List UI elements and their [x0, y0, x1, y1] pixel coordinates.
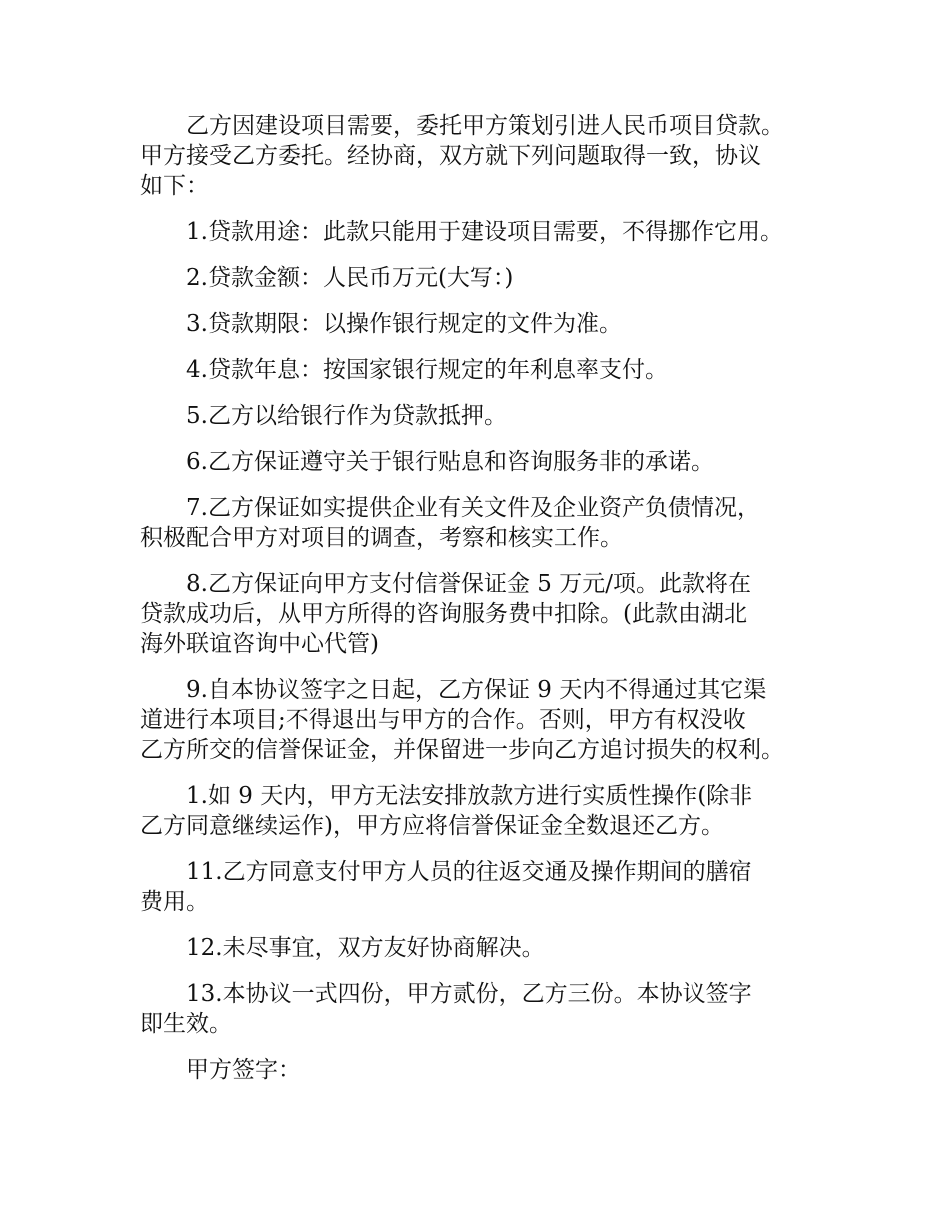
paragraph-intro — [140, 111, 830, 201]
clause-11-expenses — [140, 857, 830, 917]
text-line: 13.本协议一式四份，甲方贰份，乙方三份。本协议签字 — [186, 981, 752, 1007]
text-line: 积极配合甲方对项目的调查，考察和核实工作。 — [140, 525, 623, 551]
clause-9-exclusivity — [140, 675, 830, 765]
text-line: 1.如 9 天内，甲方无法安排放款方进行实质性操作(除非 — [186, 783, 753, 809]
text-line: 5.乙方以给银行作为贷款抵押。 — [186, 403, 507, 429]
clause-13-copies — [140, 979, 830, 1039]
text-line: 12.未尽事宜，双方友好协商解决。 — [186, 935, 545, 961]
text-line: 8.乙方保证向甲方支付信誉保证金 5 万元/项。此款将在 — [186, 571, 751, 597]
text-line: 1.贷款用途：此款只能用于建设项目需要，不得挪作它用。 — [186, 219, 783, 245]
text-line: 3.贷款期限：以操作银行规定的文件为准。 — [186, 311, 622, 337]
clause-2-loan-amount — [140, 263, 830, 293]
text-line: 海外联谊咨询中心代管) — [140, 631, 379, 657]
text-line: 11.乙方同意支付甲方人员的往返交通及操作期间的膳宿 — [186, 859, 752, 885]
text-line: 9.自本协议签字之日起，乙方保证 9 天内不得通过其它渠 — [186, 677, 767, 703]
clause-3-loan-term — [140, 309, 830, 339]
text-line: 6.乙方保证遵守关于银行贴息和咨询服务非的承诺。 — [186, 449, 714, 475]
clause-8-deposit — [140, 569, 830, 659]
document-body — [140, 111, 830, 1101]
text-line: 即生效。 — [140, 1011, 232, 1037]
text-line: 甲方签字： — [186, 1057, 301, 1083]
text-line: 乙方所交的信誉保证金，并保留进一步向乙方追讨损失的权利。 — [140, 737, 784, 763]
text-line: 甲方接受乙方委托。经协商，双方就下列问题取得一致，协议 — [140, 143, 761, 169]
party-a-signature-label — [140, 1055, 830, 1085]
clause-10-refund — [140, 781, 830, 841]
text-line: 道进行本项目;不得退出与甲方的合作。否则，甲方有权没收 — [140, 707, 746, 733]
clause-6-commitment — [140, 447, 830, 477]
clause-7-documents — [140, 493, 830, 553]
text-line: 7.乙方保证如实提供企业有关文件及企业资产负债情况， — [186, 495, 760, 521]
text-line: 2.贷款金额：人民币万元(大写：) — [186, 265, 514, 291]
text-line: 4.贷款年息：按国家银行规定的年利息率支付。 — [186, 357, 668, 383]
text-line: 乙方同意继续运作)，甲方应将信誉保证金全数退还乙方。 — [140, 813, 724, 839]
text-line: 如下： — [140, 173, 209, 199]
text-line: 费用。 — [140, 889, 209, 915]
text-line: 贷款成功后，从甲方所得的咨询服务费中扣除。(此款由湖北 — [140, 601, 747, 627]
text-line: 乙方因建设项目需要，委托甲方策划引进人民币项目贷款。 — [186, 113, 784, 139]
clause-5-collateral — [140, 401, 830, 431]
clause-4-annual-interest — [140, 355, 830, 385]
clause-1-loan-purpose — [140, 217, 830, 247]
clause-12-other-matters — [140, 933, 830, 963]
